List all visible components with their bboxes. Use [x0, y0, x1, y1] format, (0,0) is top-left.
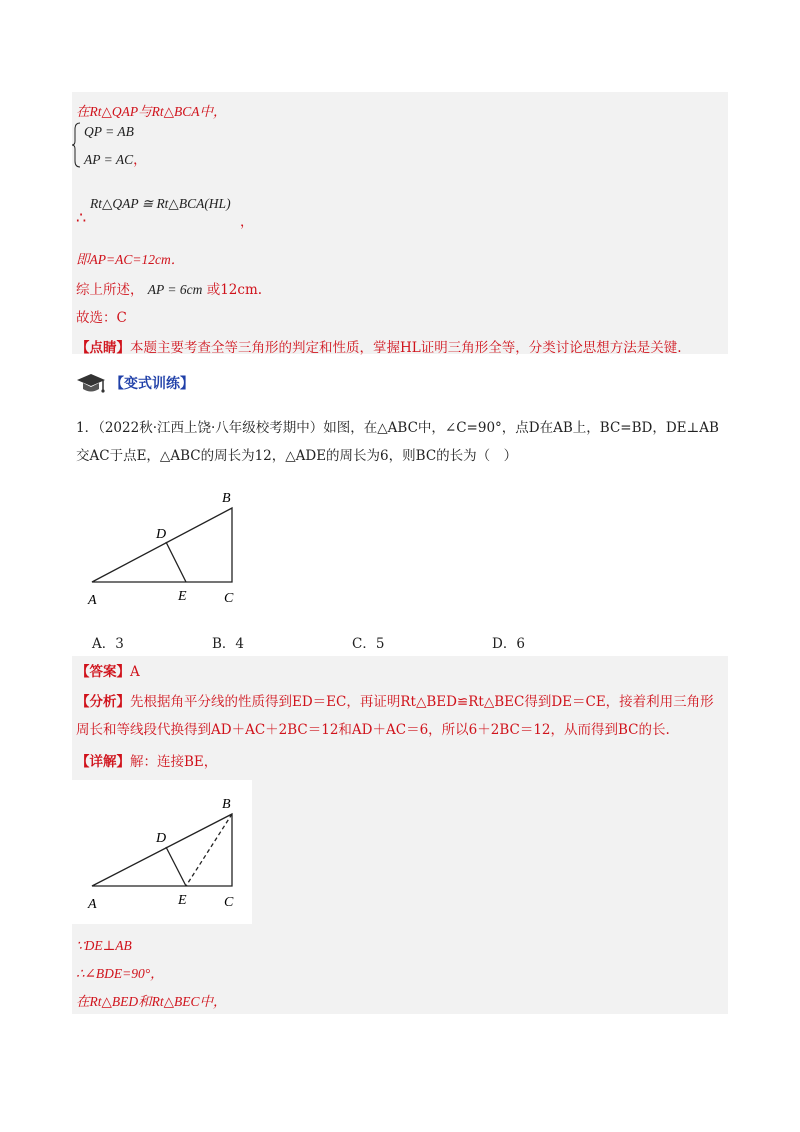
summary-math: AP = 6cm: [147, 282, 203, 297]
question-text-2: 交AC于点E，△ABC的周长为12，△ADE的周长为6，则BC的长为（ ）: [76, 448, 518, 464]
graduation-cap-icon: [76, 371, 106, 395]
analysis-text-1: 先根据角平分线的性质得到ED＝EC，再证明Rt△BED≌Rt△BEC得到DE＝CE，接着利用三角形: [130, 694, 714, 710]
option-b[interactable]: B．4: [212, 636, 245, 652]
label-a-2: A: [88, 897, 97, 912]
answer-value: A: [130, 664, 140, 680]
step-3: 在Rt△BED和Rt△BEC中，: [76, 994, 227, 1009]
solution-block-top: [72, 92, 728, 354]
label-e: E: [178, 589, 187, 604]
label-b-2: B: [222, 797, 231, 812]
therefore-symbol: ∴: [76, 208, 87, 227]
segment-de: [166, 542, 186, 582]
summary-prefix: 综上所述，: [76, 282, 144, 298]
question-line-1: [76, 414, 728, 442]
option-a[interactable]: A．3: [92, 636, 124, 652]
answer-line: [76, 658, 728, 686]
analysis-tag: 【分析】: [76, 694, 130, 710]
analysis-block: [76, 688, 728, 744]
label-a: A: [88, 593, 97, 608]
comment-line: [76, 336, 682, 356]
triangle-figure-1: [80, 484, 260, 610]
question-text: [76, 414, 728, 470]
triangle-figure-2: [80, 790, 260, 916]
option-c[interactable]: C．5: [352, 636, 385, 652]
comment-tag: 【点睛】: [76, 340, 130, 356]
given-triangles-line: [76, 100, 227, 120]
system-brace: [72, 122, 82, 168]
label-b: B: [222, 491, 231, 506]
segment-de-2: [166, 847, 186, 886]
analysis-line-1: [76, 688, 728, 716]
comment-text: 本题主要考查全等三角形的判定和性质，掌握HL证明三角形全等，分类讨论思想方法是关键.: [130, 340, 682, 356]
detail-text: 解：连接BE，: [130, 754, 218, 770]
label-d-2: D: [156, 831, 167, 846]
system-equation-2-row: [84, 148, 147, 168]
label-c: C: [224, 591, 234, 606]
question-number: 1．: [76, 420, 99, 436]
congruence-statement: Rt△QAP ≅ Rt△BCA(HL): [90, 196, 231, 211]
label-e-2: E: [178, 893, 187, 908]
triangle-abc: [92, 508, 232, 582]
step-2: ∴∠BDE=90°，: [76, 966, 164, 981]
system-tail: ，: [133, 152, 147, 168]
answer-tag: 【答案】: [76, 664, 130, 680]
section-title: 【变式训练】: [110, 376, 194, 392]
segment-be-dashed: [186, 814, 232, 886]
label-c-2: C: [224, 895, 234, 910]
system-equation-1: QP = AB: [84, 124, 134, 139]
triangle-abc-2: [92, 814, 232, 886]
label-d: D: [156, 527, 167, 542]
ap-equals-line: [76, 248, 184, 268]
detail-tag: 【详解】: [76, 754, 130, 770]
answer-choice-line: 故选：C: [76, 310, 127, 326]
summary-suffix: 或12cm.: [206, 282, 263, 298]
system-equation-2: AP = AC: [84, 152, 134, 167]
question-text-1: （2022秋·江西上饶·八年级校考期中）如图，在△ABC中，∠C=90°，点D在AB上，BC=BD，DE⊥AB: [98, 420, 719, 436]
summary-line: [76, 278, 262, 298]
analysis-text-2: 周长和等线段代换得到AD＋AC＋2BC＝12和AD＋AC＝6，所以6＋2BC＝12，从而得到BC的长.: [76, 722, 670, 738]
section-heading: [76, 370, 194, 396]
detail-line: [76, 748, 728, 776]
step-1: ∵DE⊥AB: [76, 938, 132, 953]
congruence-tail: ，: [240, 214, 254, 230]
given-triangles-text: 在Rt△QAP与Rt△BCA中，: [76, 104, 227, 119]
option-d[interactable]: D．6: [492, 636, 525, 652]
ap-equals-text: 即AP=AC=12cm．: [76, 252, 185, 267]
